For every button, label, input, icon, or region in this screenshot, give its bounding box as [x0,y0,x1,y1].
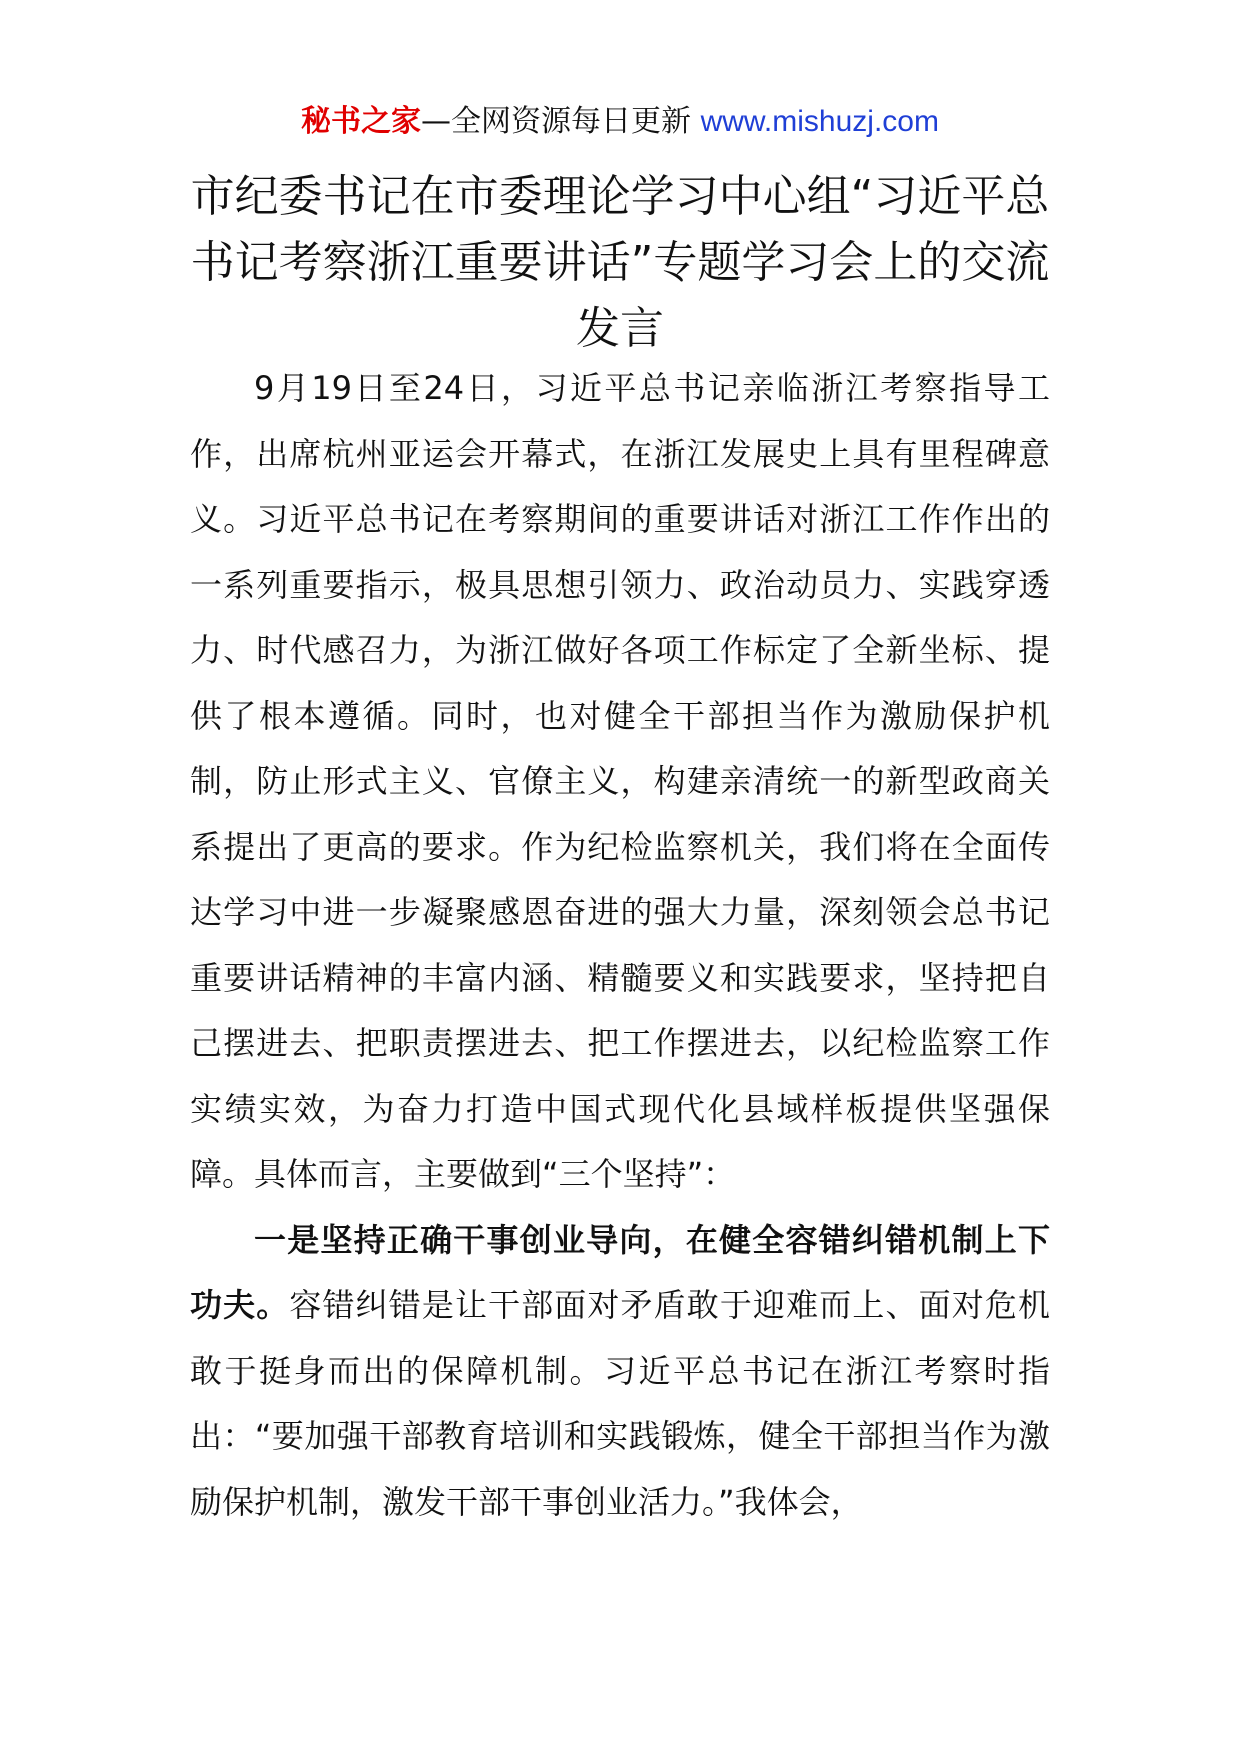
document-title: 市纪委书记在市委理论学习中心组“习近平总书记考察浙江重要讲话”专题学习会上的交流发言 [190,171,1050,354]
paragraph-first-point [190,1208,1050,1536]
paragraph-intro: 9月19日至24日，习近平总书记亲临浙江考察指导工作，出席杭州亚运会开幕式，在浙江发展史上具有里程碑意义。习近平总书记在考察期间的重要讲话对浙江工作作出的一系列重要指示，极具思想引领力、政治动员力、实践穿透力、时代感召力，为浙江做好各项工作标定了全新坐标、提供了根本遵循。同时，也对健全干部担当作为激励保护机制，防止形式主义、官僚主义，构建亲清统一的新型政商关系提出了更高的要求。作为纪检监察机关，我们将在全面传达学习中进一步凝聚感恩奋进的强大力量，深刻领会总书记重要讲话精神的丰富内涵、精髓要义和实践要求，坚持把自己摆进去、把职责摆进去、把工作摆进去，以纪检监察工作实绩实效，为奋力打造中国式现代化县域样板提供坚强保障。具体而言，主要做到“三个坚持”： [190,369,1050,1193]
header-tagline: —全网资源每日更新 [421,104,701,139]
page-header [0,100,1240,144]
site-url[interactable]: www.mishuzj.com [700,105,939,138]
paragraph-text: 容错纠错是让干部面对矛盾敢于迎难而上、面对危机敢于挺身而出的保障机制。习近平总书记在浙江考察时指出：“要加强干部教育培训和实践锻炼，健全干部担当作为激励保护机制，激发干部干事创业活力。”我体会， [190,1286,1050,1521]
document-body [190,356,1050,1535]
paragraph-lead: 一是坚持正确干事创业导向，在健全容错纠错机制上下功夫。 [190,1220,1050,1324]
brand-name: 秘书之家 [301,104,422,139]
